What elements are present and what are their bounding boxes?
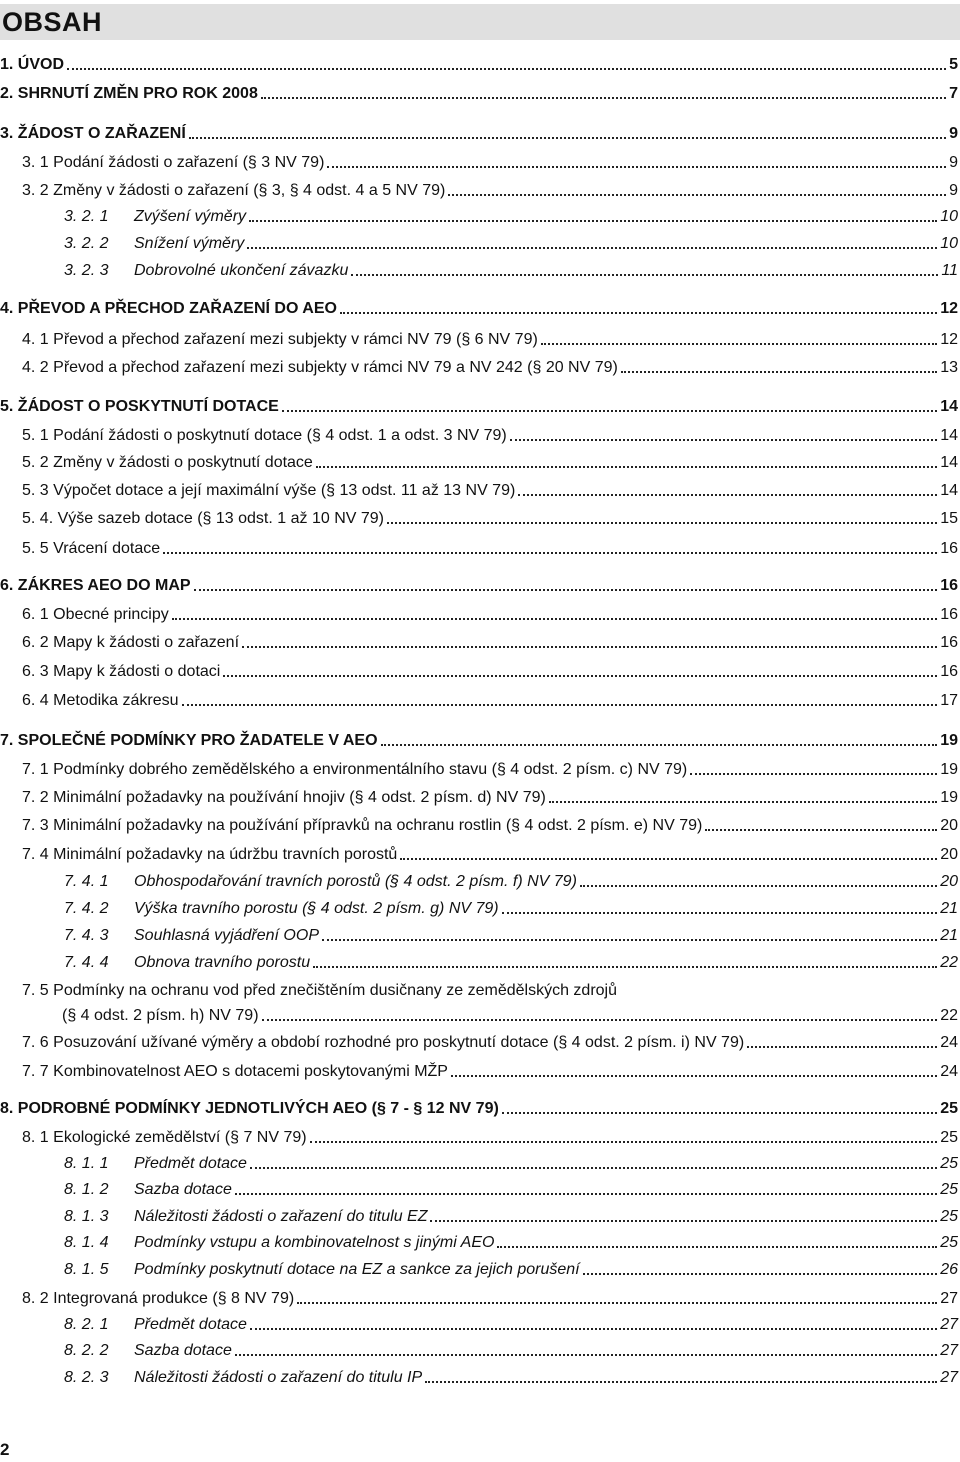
toc-entry-title: (§ 4 odst. 2 písm. h) NV 79) bbox=[62, 1007, 259, 1024]
toc-entry-page: 14 bbox=[940, 454, 958, 471]
toc-entry-page: 17 bbox=[940, 692, 958, 709]
toc-dot-leader bbox=[497, 1246, 937, 1248]
toc-entry-page: 16 bbox=[940, 540, 958, 557]
toc-entry[interactable] bbox=[22, 426, 958, 446]
toc-entry-title: ZÁKRES AEO DO MAP bbox=[17, 577, 191, 594]
toc-dot-leader bbox=[327, 166, 946, 168]
toc-dot-leader bbox=[510, 439, 937, 441]
toc-dot-leader bbox=[235, 1354, 937, 1356]
toc-entry-number: 5. bbox=[0, 398, 18, 415]
toc-dot-leader bbox=[182, 704, 938, 706]
toc-entry-title: Dobrovolné ukončení závazku bbox=[134, 262, 349, 279]
toc-dot-leader bbox=[448, 194, 946, 196]
toc-dot-leader bbox=[67, 68, 946, 70]
toc-entry-number: 7. bbox=[0, 732, 18, 749]
toc-entry[interactable] bbox=[64, 1154, 958, 1174]
toc-entry-number: 5. 4. bbox=[22, 510, 58, 527]
toc-entry[interactable] bbox=[22, 1033, 958, 1053]
toc-entry-title: Převod a přechod zařazení mezi subjekty v rámci NV 79 (§ 6 NV 79) bbox=[53, 331, 538, 348]
toc-entry-number: 3. 2. 3 bbox=[64, 262, 109, 279]
toc-entry[interactable] bbox=[0, 124, 958, 144]
toc-entry-number: 7. 4 bbox=[22, 846, 54, 863]
toc-entry[interactable] bbox=[22, 358, 958, 378]
toc-entry-number: 8. bbox=[0, 1100, 18, 1117]
toc-entry[interactable] bbox=[0, 84, 958, 104]
toc-entry-page: 14 bbox=[940, 398, 958, 415]
toc-entry-page: 14 bbox=[940, 482, 958, 499]
toc-entry-title: PŘEVOD A PŘECHOD ZAŘAZENÍ DO AEO bbox=[17, 300, 337, 317]
toc-entry-number: 7. 1 bbox=[22, 761, 54, 778]
toc-entry[interactable] bbox=[62, 1006, 958, 1026]
toc-entry-title: Náležitosti žádosti o zařazení do titulu IP bbox=[134, 1369, 423, 1386]
toc-entry-page: 25 bbox=[940, 1129, 958, 1146]
toc-entry-page: 27 bbox=[940, 1316, 958, 1333]
toc-entry-page: 19 bbox=[940, 761, 958, 778]
toc-entry-page: 26 bbox=[940, 1261, 958, 1278]
toc-entry-title: Podání žádosti o zařazení (§ 3 NV 79) bbox=[53, 154, 325, 171]
toc-dot-leader bbox=[316, 466, 937, 468]
toc-entry-number: 8. 1. 5 bbox=[64, 1261, 109, 1278]
toc-entry[interactable] bbox=[22, 662, 958, 682]
toc-entry-page: 9 bbox=[949, 125, 958, 142]
toc-entry-number: 8. 1. 4 bbox=[64, 1234, 109, 1251]
toc-dot-leader bbox=[223, 675, 937, 677]
toc-entry-number: 8. 2. 1 bbox=[64, 1316, 109, 1333]
toc-dot-leader bbox=[502, 912, 938, 914]
toc-entry-number: 2. bbox=[0, 85, 18, 102]
toc-dot-leader bbox=[451, 1075, 937, 1077]
toc-entry-title: PODROBNÉ PODMÍNKY JEDNOTLIVÝCH AEO (§ 7 - § 12 NV 79) bbox=[17, 1100, 499, 1117]
toc-entry[interactable] bbox=[64, 1180, 958, 1200]
toc-entry-title: ŽÁDOST O ZAŘAZENÍ bbox=[17, 125, 186, 142]
toc-entry-page: 7 bbox=[949, 85, 958, 102]
toc-entry[interactable] bbox=[22, 1289, 958, 1309]
toc-entry[interactable] bbox=[64, 207, 958, 227]
toc-entry-number: 8. 1 bbox=[22, 1129, 54, 1146]
toc-entry[interactable] bbox=[64, 234, 958, 254]
toc-dot-leader bbox=[387, 522, 937, 524]
toc-dot-leader bbox=[541, 343, 937, 345]
toc-dot-leader bbox=[580, 885, 937, 887]
toc-entry[interactable] bbox=[64, 261, 958, 281]
toc-entry-page: 25 bbox=[940, 1234, 958, 1251]
toc-entry-title: Výška travního porostu (§ 4 odst. 2 písm. g) NV 79) bbox=[134, 900, 499, 917]
toc-entry-number: 1. bbox=[0, 56, 18, 73]
toc-dot-leader bbox=[518, 494, 937, 496]
toc-dot-leader bbox=[313, 966, 937, 968]
toc-dot-leader bbox=[250, 1328, 937, 1330]
toc-entry[interactable] bbox=[22, 760, 958, 780]
toc-entry-page: 19 bbox=[940, 732, 958, 749]
toc-entry-page: 11 bbox=[941, 262, 958, 279]
toc-dot-leader bbox=[297, 1302, 937, 1304]
page-number: 2 bbox=[0, 1440, 10, 1459]
toc-entry[interactable] bbox=[64, 1341, 958, 1361]
toc-entry-title: ŽÁDOST O POSKYTNUTÍ DOTACE bbox=[17, 398, 279, 415]
toc-entry[interactable] bbox=[0, 55, 958, 75]
toc-entry-title: SHRNUTÍ ZMĚN PRO ROK 2008 bbox=[17, 85, 258, 102]
toc-entry-title: Obnova travního porostu bbox=[134, 954, 311, 971]
toc-entry-number: 7. 4. 2 bbox=[64, 900, 109, 917]
toc-entry-page: 21 bbox=[940, 927, 958, 944]
toc-entry-number: 7. 4. 4 bbox=[64, 954, 109, 971]
toc-entry-page: 20 bbox=[940, 817, 958, 834]
toc-entry[interactable] bbox=[0, 576, 958, 596]
toc-entry[interactable] bbox=[64, 1260, 958, 1280]
toc-entry-number: 8. 1. 1 bbox=[64, 1155, 109, 1172]
toc-entry[interactable] bbox=[22, 981, 958, 1001]
toc-dot-leader bbox=[621, 371, 937, 373]
toc-entry-title: ÚVOD bbox=[17, 56, 65, 73]
toc-entry-page: 25 bbox=[940, 1100, 958, 1117]
toc-entry-number: 3. 1 bbox=[22, 154, 54, 171]
toc-entry[interactable] bbox=[22, 330, 958, 350]
toc-dot-leader bbox=[583, 1273, 938, 1275]
toc-dot-leader bbox=[310, 1141, 938, 1143]
toc-entry-page: 10 bbox=[940, 235, 958, 252]
toc-entry-number: 3. 2. 2 bbox=[64, 235, 109, 252]
toc-entry-title: Integrovaná produkce (§ 8 NV 79) bbox=[53, 1290, 295, 1307]
toc-entry-number: 5. 3 bbox=[22, 482, 54, 499]
toc-dot-leader bbox=[549, 801, 937, 803]
toc-entry-title: Posuzování užívané výměry a období rozhodné pro poskytnutí dotace (§ 4 odst. 2 písm. i) NV 79) bbox=[53, 1034, 745, 1051]
toc-entry-number: 6. 4 bbox=[22, 692, 54, 709]
toc-entry-page: 22 bbox=[940, 1007, 958, 1024]
toc-entry-title: Podmínky na ochranu vod před znečištěním dusičnany ze zemědělských zdrojů bbox=[53, 982, 617, 999]
toc-entry-title: Minimální požadavky na údržbu travních porostů bbox=[53, 846, 398, 863]
toc-dot-leader bbox=[247, 247, 937, 249]
toc-entry-page: 16 bbox=[940, 663, 958, 680]
toc-entry-title: Předmět dotace bbox=[134, 1155, 247, 1172]
toc-dot-leader bbox=[242, 646, 937, 648]
toc-entry-page: 9 bbox=[949, 182, 958, 199]
toc-entry[interactable] bbox=[64, 899, 958, 919]
toc-entry-title: Podání žádosti o poskytnutí dotace (§ 4 odst. 1 a odst. 3 NV 79) bbox=[53, 427, 507, 444]
toc-dot-leader bbox=[262, 1019, 938, 1021]
toc-entry-page: 24 bbox=[940, 1063, 958, 1080]
toc-entry-title: Mapy k žádosti o zařazení bbox=[53, 634, 240, 651]
toc-entry-number: 5. 1 bbox=[22, 427, 54, 444]
toc-dot-leader bbox=[194, 589, 938, 591]
toc-dot-leader bbox=[351, 274, 938, 276]
toc-entry[interactable] bbox=[64, 1207, 958, 1227]
toc-entry-page: 12 bbox=[940, 300, 958, 317]
toc-entry-page: 25 bbox=[940, 1208, 958, 1225]
toc-entry-title: Podmínky vstupu a kombinovatelnost s jinými AEO bbox=[134, 1234, 495, 1251]
toc-entry-page: 16 bbox=[940, 606, 958, 623]
toc-entry-page: 25 bbox=[940, 1181, 958, 1198]
toc-entry-page: 21 bbox=[940, 900, 958, 917]
toc-dot-leader bbox=[400, 858, 937, 860]
toc-entry-title: Souhlasná vyjádření OOP bbox=[134, 927, 319, 944]
toc-dot-leader bbox=[502, 1112, 937, 1114]
toc-dot-leader bbox=[747, 1046, 937, 1048]
toc-entry-title: Minimální požadavky na používání hnojiv (§ 4 odst. 2 písm. d) NV 79) bbox=[53, 789, 546, 806]
toc-entry-page: 10 bbox=[940, 208, 958, 225]
toc-entry-title: Náležitosti žádosti o zařazení do titulu EZ bbox=[134, 1208, 428, 1225]
toc-entry[interactable] bbox=[0, 397, 958, 417]
toc-entry-title: Ekologické zemědělství (§ 7 NV 79) bbox=[53, 1129, 307, 1146]
toc-entry-page: 20 bbox=[940, 873, 958, 890]
toc-dot-leader bbox=[690, 773, 937, 775]
toc-entry-page: 27 bbox=[940, 1369, 958, 1386]
toc-entry[interactable] bbox=[22, 181, 958, 201]
toc-entry[interactable] bbox=[0, 299, 958, 319]
toc-entry-number: 4. 2 bbox=[22, 359, 54, 376]
toc-entry-title: Kombinovatelnost AEO s dotacemi poskytovanými MŽP bbox=[53, 1063, 448, 1080]
toc-entry[interactable] bbox=[22, 788, 958, 808]
toc-entry-title: Výpočet dotace a její maximální výše (§ 13 odst. 11 až 13 NV 79) bbox=[53, 482, 516, 499]
toc-entry-number: 7. 3 bbox=[22, 817, 54, 834]
toc-entry-number: 3. 2. 1 bbox=[64, 208, 109, 225]
toc-dot-leader bbox=[250, 1167, 937, 1169]
toc-entry-title: Obhospodařování travních porostů (§ 4 odst. 2 písm. f) NV 79) bbox=[134, 873, 577, 890]
toc-entry-page: 25 bbox=[940, 1155, 958, 1172]
toc-entry-title: Převod a přechod zařazení mezi subjekty v rámci NV 79 a NV 242 (§ 20 NV 79) bbox=[53, 359, 618, 376]
toc-entry-title: Podmínky poskytnutí dotace na EZ a sankce za jejich porušení bbox=[134, 1261, 580, 1278]
toc-dot-leader bbox=[261, 97, 946, 99]
toc-dot-leader bbox=[425, 1381, 937, 1383]
toc-entry-page: 12 bbox=[940, 331, 958, 348]
toc-entry-number: 7. 7 bbox=[22, 1063, 54, 1080]
toc-dot-leader bbox=[430, 1220, 937, 1222]
toc-entry-page: 27 bbox=[940, 1290, 958, 1307]
toc-entry-number: 8. 2. 3 bbox=[64, 1369, 109, 1386]
toc-entry-number: 8. 1. 2 bbox=[64, 1181, 109, 1198]
toc-entry-page: 19 bbox=[940, 789, 958, 806]
toc-entry[interactable] bbox=[0, 731, 958, 751]
toc-entry-number: 8. 2 bbox=[22, 1290, 54, 1307]
toc-entry[interactable] bbox=[64, 872, 958, 892]
toc-entry-page: 16 bbox=[940, 634, 958, 651]
toc-entry-number: 4. bbox=[0, 300, 18, 317]
toc-entry-number: 3. bbox=[0, 125, 18, 142]
toc-entry-number: 8. 1. 3 bbox=[64, 1208, 109, 1225]
toc-entry[interactable] bbox=[22, 453, 958, 473]
toc-entry-title: Metodika zákresu bbox=[53, 692, 179, 709]
toc-entry-number: 6. 1 bbox=[22, 606, 54, 623]
toc-entry-page: 14 bbox=[940, 427, 958, 444]
toc-dot-leader bbox=[322, 939, 937, 941]
toc-dot-leader bbox=[172, 618, 937, 620]
toc-entry[interactable] bbox=[22, 633, 958, 653]
toc-entry-title: Výše sazeb dotace (§ 13 odst. 1 až 10 NV 79) bbox=[57, 510, 384, 527]
toc-dot-leader bbox=[163, 552, 937, 554]
toc-entry-title: Sazba dotace bbox=[134, 1342, 232, 1359]
toc-dot-leader bbox=[282, 410, 937, 412]
toc-entry[interactable] bbox=[64, 1368, 958, 1388]
toc-entry[interactable] bbox=[64, 953, 958, 973]
toc-entry-title: Podmínky dobrého zemědělského a environmentálního stavu (§ 4 odst. 2 písm. c) NV 79) bbox=[53, 761, 688, 778]
toc-entry-number: 6. bbox=[0, 577, 18, 594]
toc-entry-page: 22 bbox=[940, 954, 958, 971]
toc-entry[interactable] bbox=[22, 1062, 958, 1082]
toc-entry[interactable] bbox=[64, 926, 958, 946]
toc-entry-title: Snížení výměry bbox=[134, 235, 245, 252]
toc-dot-leader bbox=[189, 137, 946, 139]
toc-entry-page: 20 bbox=[940, 846, 958, 863]
toc-entry[interactable] bbox=[22, 1128, 958, 1148]
toc-entry[interactable] bbox=[22, 481, 958, 501]
toc-entry-title: SPOLEČNÉ PODMÍNKY PRO ŽADATELE V AEO bbox=[17, 732, 378, 749]
toc-entry-title: Sazba dotace bbox=[134, 1181, 232, 1198]
toc-entry-page: 15 bbox=[940, 510, 958, 527]
toc-entry-page: 24 bbox=[940, 1034, 958, 1051]
toc-entry[interactable] bbox=[22, 691, 958, 711]
toc-entry[interactable] bbox=[22, 153, 958, 173]
toc-dot-leader bbox=[249, 220, 937, 222]
toc-entry[interactable] bbox=[22, 509, 958, 529]
toc-entry-title: Změny v žádosti o zařazení (§ 3, § 4 odst. 4 a 5 NV 79) bbox=[53, 182, 446, 199]
toc-dot-leader bbox=[340, 312, 937, 314]
toc-entry[interactable] bbox=[22, 816, 958, 836]
toc-entry-number: 6. 3 bbox=[22, 663, 54, 680]
toc-entry-page: 27 bbox=[940, 1342, 958, 1359]
toc-entry-number: 6. 2 bbox=[22, 634, 54, 651]
toc-entry[interactable] bbox=[22, 539, 958, 559]
toc-entry-title: Mapy k žádosti o dotaci bbox=[53, 663, 221, 680]
toc-entry[interactable] bbox=[22, 845, 958, 865]
toc-entry-title: Změny v žádosti o poskytnutí dotace bbox=[53, 454, 313, 471]
toc-entry-title: Minimální požadavky na používání přípravků na ochranu rostlin (§ 4 odst. 2 písm. e) NV 79) bbox=[53, 817, 703, 834]
toc-entry[interactable] bbox=[22, 605, 958, 625]
toc-entry-page: 13 bbox=[940, 359, 958, 376]
toc-entry-title: Zvýšení výměry bbox=[134, 208, 247, 225]
toc-entry-number: 4. 1 bbox=[22, 331, 54, 348]
toc-dot-leader bbox=[235, 1193, 937, 1195]
toc-entry[interactable] bbox=[64, 1315, 958, 1335]
toc-entry-number: 7. 4. 3 bbox=[64, 927, 109, 944]
toc-entry-number: 8. 2. 2 bbox=[64, 1342, 109, 1359]
toc-entry-title: Vrácení dotace bbox=[53, 540, 161, 557]
toc-entry-title: Obecné principy bbox=[53, 606, 169, 623]
toc-entry-number: 5. 5 bbox=[22, 540, 54, 557]
toc-entry-number: 7. 6 bbox=[22, 1034, 54, 1051]
toc-entry-number: 7. 2 bbox=[22, 789, 54, 806]
page-title: OBSAH bbox=[2, 7, 103, 37]
toc-dot-leader bbox=[705, 829, 937, 831]
toc-entry-number: 7. 4. 1 bbox=[64, 873, 109, 890]
toc-entry-page: 5 bbox=[949, 56, 958, 73]
toc-entry-number: 3. 2 bbox=[22, 182, 54, 199]
toc-entry[interactable] bbox=[64, 1233, 958, 1253]
toc-entry-page: 16 bbox=[940, 577, 958, 594]
toc-entry-page: 9 bbox=[949, 154, 958, 171]
toc-entry[interactable] bbox=[0, 1099, 958, 1119]
toc-entry-number: 5. 2 bbox=[22, 454, 54, 471]
toc-entry-number: 7. 5 bbox=[22, 982, 54, 999]
toc-entry-title: Předmět dotace bbox=[134, 1316, 247, 1333]
toc-dot-leader bbox=[381, 744, 938, 746]
